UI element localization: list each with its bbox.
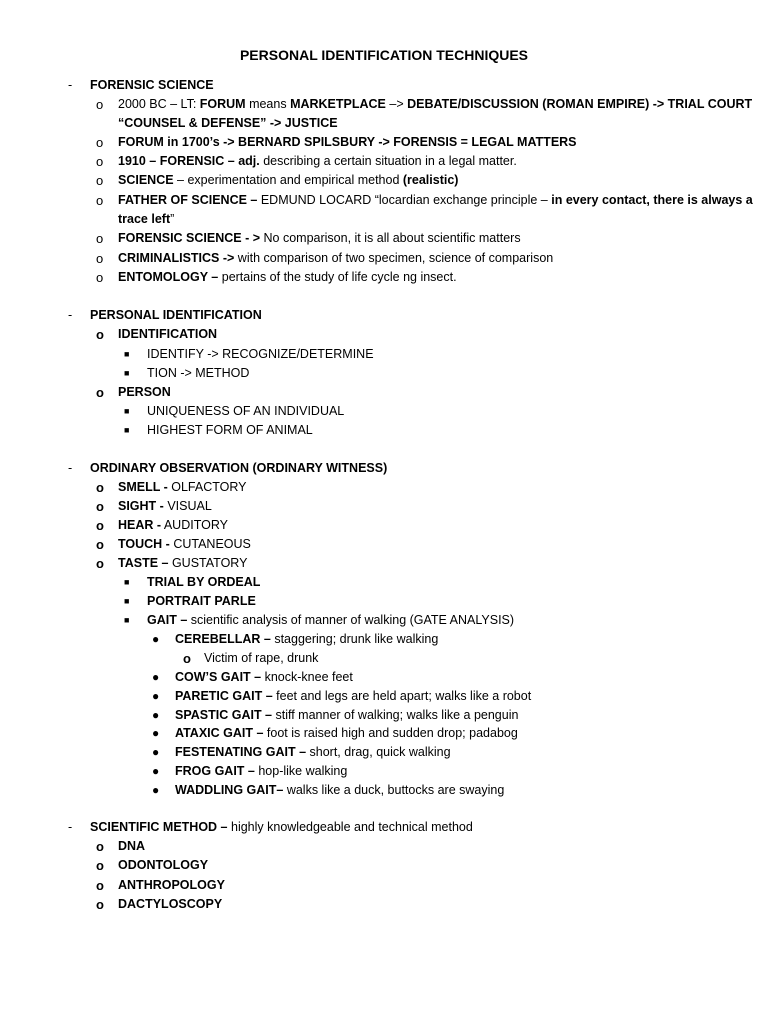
gait-type-waddling: WADDLING GAIT– walks like a duck, buttocks are swaying <box>175 783 505 797</box>
person-subitem: HIGHEST FORM OF ANIMAL <box>147 423 313 437</box>
round-bullet: ● <box>152 632 160 646</box>
o-marker: o <box>96 556 104 571</box>
dash-marker: - <box>68 308 73 322</box>
scientific-item-dactyloscopy: DACTYLOSCOPY <box>118 897 223 911</box>
sense-item-taste: TASTE – GUSTATORY <box>118 556 248 570</box>
sense-item-sight: SIGHT - VISUAL <box>118 499 212 513</box>
o-marker: o <box>96 173 104 188</box>
square-bullet: ■ <box>124 425 130 435</box>
person-subitem: UNIQUENESS OF AN INDIVIDUAL <box>147 404 345 418</box>
identification-item: IDENTIFICATION <box>118 327 218 341</box>
identification-subitem: TION -> METHOD <box>147 366 250 380</box>
gait-item: GAIT – scientific analysis of manner of walking (GATE ANALYSIS) <box>147 613 515 627</box>
gait-type-cerebellar: CEREBELLAR – staggering; drunk like walking <box>175 632 439 646</box>
o-marker: o <box>96 97 104 112</box>
o-marker: o <box>96 231 104 246</box>
forensic-item-forensic-science: FORENSIC SCIENCE - > No comparison, it is all about scientific matters <box>118 231 521 245</box>
gait-type-frog: FROG GAIT – hop-like walking <box>175 764 348 778</box>
gait-type-ataxic: ATAXIC GAIT – foot is raised high and sudden drop; padabog <box>175 726 518 740</box>
o-marker: o <box>183 651 191 666</box>
forensic-item-entomology: ENTOMOLOGY – pertains of the study of life cycle ng insect. <box>118 270 457 284</box>
round-bullet: ● <box>152 670 160 684</box>
scientific-item-dna: DNA <box>118 839 146 853</box>
o-marker: o <box>96 537 104 552</box>
round-bullet: ● <box>152 745 160 759</box>
square-bullet: ■ <box>124 349 130 359</box>
square-bullet: ■ <box>124 577 130 587</box>
forensic-item-forum-history: 2000 BC – LT: FORUM means MARKETPLACE –> DEBATE/DISCUSSION (ROMAN EMPIRE) -> TRIAL COURT <box>118 97 753 111</box>
o-marker: o <box>96 839 104 854</box>
square-bullet: ■ <box>124 596 130 606</box>
forensic-item-1910: 1910 – FORENSIC – adj. describing a certain situation in a legal matter. <box>118 154 517 168</box>
portrait-parle-item: PORTRAIT PARLE <box>147 594 256 608</box>
gait-type-paretic: PARETIC GAIT – feet and legs are held apart; walks like a robot <box>175 689 532 703</box>
forensic-item-father-cont: trace left” <box>118 212 175 226</box>
o-marker: o <box>96 154 104 169</box>
dash-marker: - <box>68 78 73 92</box>
o-marker: o <box>96 878 104 893</box>
dash-marker: - <box>68 820 73 834</box>
gait-type-festenating: FESTENATING GAIT – short, drag, quick walking <box>175 745 451 759</box>
page-title: PERSONAL IDENTIFICATION TECHNIQUES <box>239 47 529 63</box>
scientific-item-odontology: ODONTOLOGY <box>118 858 209 872</box>
square-bullet: ■ <box>124 615 130 625</box>
o-marker: o <box>96 193 104 208</box>
cerebellar-subitem: Victim of rape, drunk <box>204 651 319 665</box>
sense-item-touch: TOUCH - CUTANEOUS <box>118 537 251 551</box>
section-heading-ordinary-observation: ORDINARY OBSERVATION (ORDINARY WITNESS) <box>90 461 388 475</box>
forensic-item-1700s: FORUM in 1700’s -> BERNARD SPILSBURY -> FORENSIS = LEGAL MATTERS <box>118 135 577 149</box>
forensic-item-criminalistics: CRIMINALISTICS -> with comparison of two specimen, science of comparison <box>118 251 554 265</box>
forensic-item-science: SCIENCE – experimentation and empirical method (realistic) <box>118 173 459 187</box>
square-bullet: ■ <box>124 368 130 378</box>
section-heading-forensic: FORENSIC SCIENCE <box>90 78 214 92</box>
round-bullet: ● <box>152 689 160 703</box>
square-bullet: ■ <box>124 406 130 416</box>
o-marker: o <box>96 518 104 533</box>
round-bullet: ● <box>152 726 160 740</box>
round-bullet: ● <box>152 783 160 797</box>
o-marker: o <box>96 385 104 400</box>
identification-subitem: IDENTIFY -> RECOGNIZE/DETERMINE <box>147 347 374 361</box>
scientific-item-anthropology: ANTHROPOLOGY <box>118 878 225 892</box>
sense-item-smell: SMELL - OLFACTORY <box>118 480 247 494</box>
person-item: PERSON <box>118 385 171 399</box>
o-marker: o <box>96 270 104 285</box>
o-marker: o <box>96 327 104 342</box>
trial-by-ordeal-item: TRIAL BY ORDEAL <box>147 575 261 589</box>
o-marker: o <box>96 897 104 912</box>
gait-type-spastic: SPASTIC GAIT – stiff manner of walking; walks like a penguin <box>175 708 519 722</box>
section-heading-personal-identification: PERSONAL IDENTIFICATION <box>90 308 262 322</box>
forensic-item-father: FATHER OF SCIENCE – EDMUND LOCARD “locardian exchange principle – in every contact, there is always a <box>118 193 753 207</box>
round-bullet: ● <box>152 764 160 778</box>
o-marker: o <box>96 499 104 514</box>
gait-type-cows: COW’S GAIT – knock-knee feet <box>175 670 353 684</box>
forensic-item-forum-history-cont: “COUNSEL & DEFENSE” -> JUSTICE <box>118 116 338 130</box>
o-marker: o <box>96 858 104 873</box>
sense-item-hear: HEAR - AUDITORY <box>118 518 228 532</box>
round-bullet: ● <box>152 708 160 722</box>
o-marker: o <box>96 135 104 150</box>
section-heading-scientific-method: SCIENTIFIC METHOD – highly knowledgeable and technical method <box>90 820 473 834</box>
dash-marker: - <box>68 461 73 475</box>
o-marker: o <box>96 480 104 495</box>
o-marker: o <box>96 251 104 266</box>
